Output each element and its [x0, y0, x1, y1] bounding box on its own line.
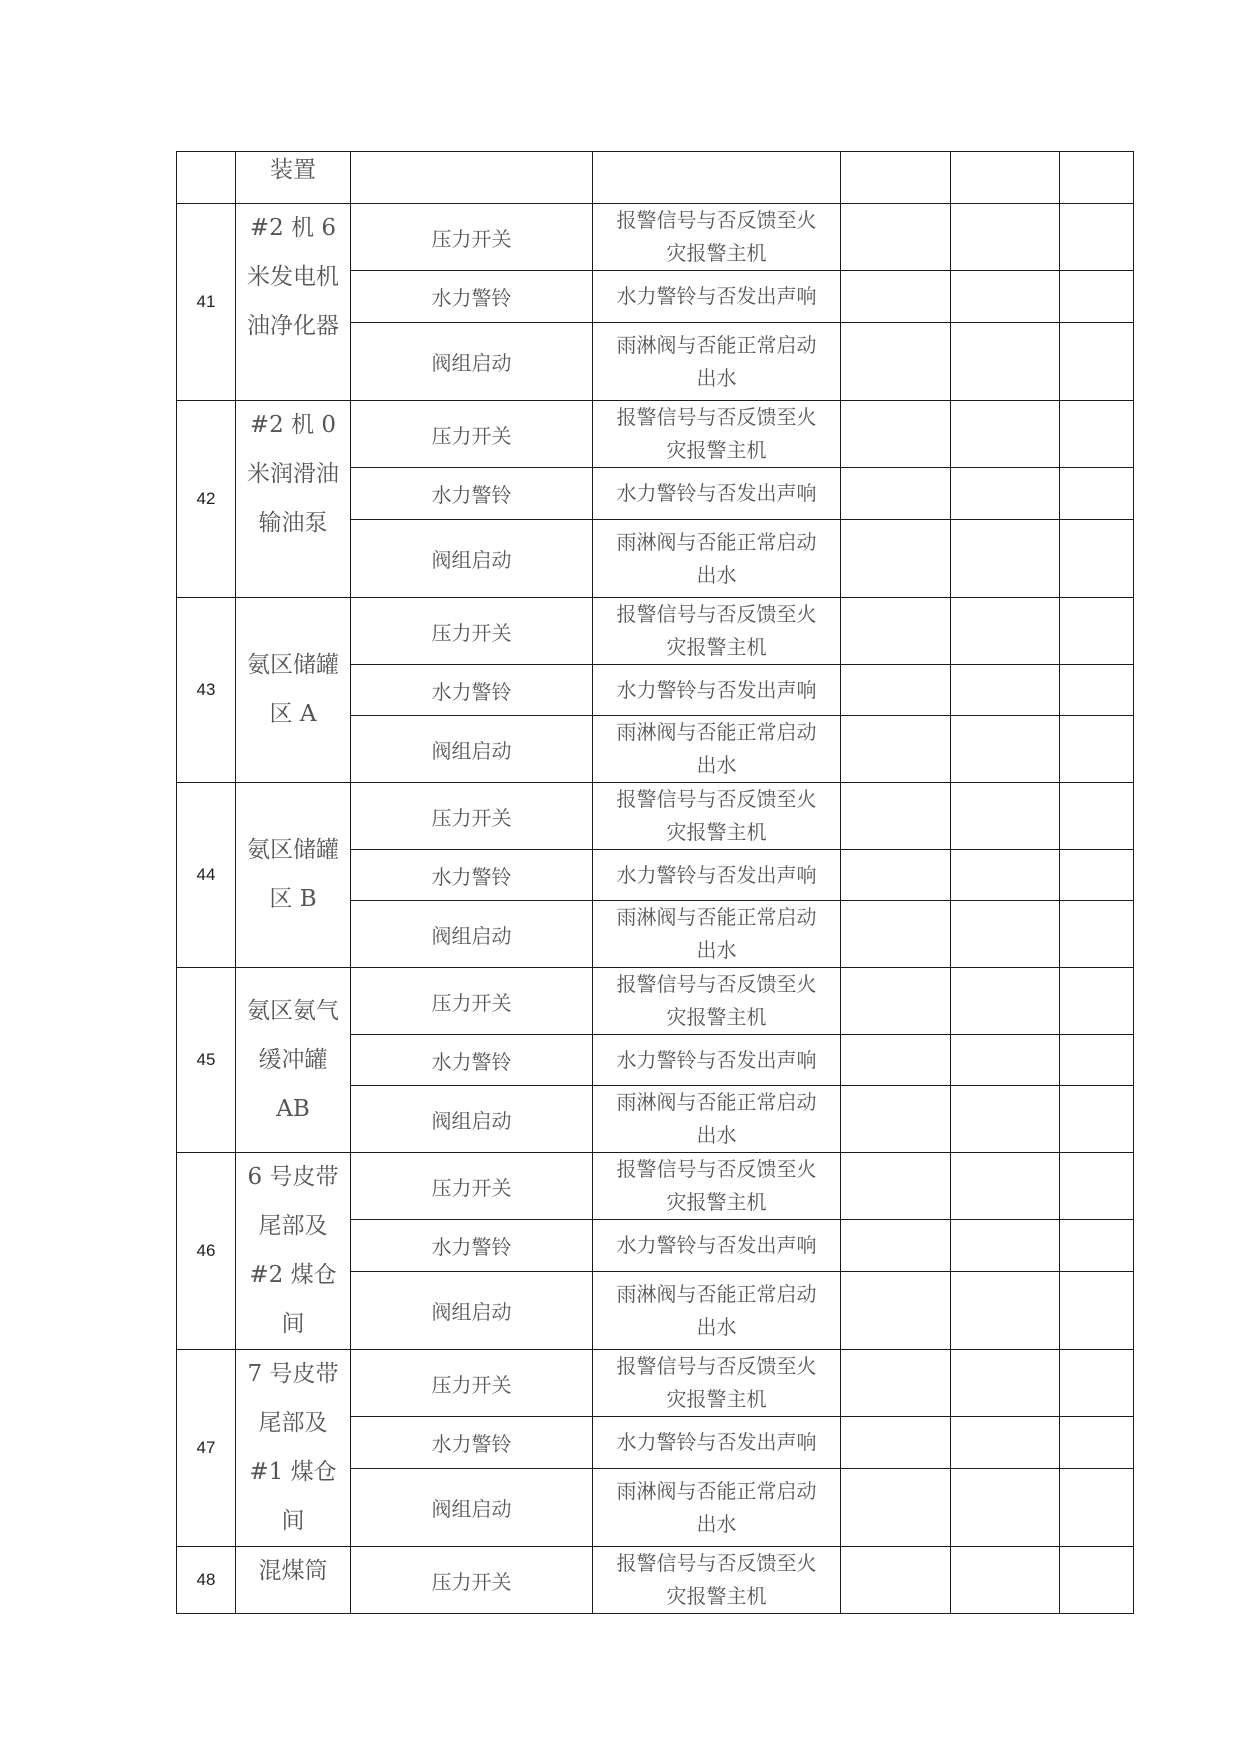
description-text: 水力警铃与否发出声响: [616, 1430, 817, 1454]
blank-cell: [951, 968, 1060, 1035]
item-cell: 水力警铃: [351, 468, 593, 520]
location-cell: [236, 401, 351, 598]
location-cell: [236, 152, 351, 204]
blank-cell: [841, 204, 951, 271]
blank-cell: [951, 783, 1060, 850]
blank-cell: [1060, 1417, 1134, 1469]
blank-cell: [1060, 716, 1134, 783]
description-text: 报警信号与否反馈至火灾报警主机: [616, 602, 817, 659]
description-cell: [593, 323, 841, 401]
description-text: 雨淋阀与否能正常启动出水: [616, 1281, 817, 1339]
item-cell: 阀组启动: [351, 901, 593, 968]
blank-cell: [841, 152, 951, 204]
blank-cell: [841, 468, 951, 520]
blank-cell: [1060, 1220, 1134, 1272]
location-cell: [236, 1547, 351, 1614]
description-cell: [593, 1469, 841, 1547]
blank-cell: [841, 1469, 951, 1547]
description-text: 报警信号与否反馈至火灾报警主机: [616, 1354, 817, 1411]
description-cell: [593, 665, 841, 716]
item-cell: 水力警铃: [351, 1220, 593, 1272]
location-cell: [236, 204, 351, 401]
number-cell: 45: [177, 968, 236, 1153]
blank-cell: [951, 665, 1060, 716]
description-cell: [593, 901, 841, 968]
blank-cell: [841, 783, 951, 850]
blank-cell: [951, 1547, 1060, 1614]
location-text: 氨区氨气缓冲罐 AB: [247, 997, 339, 1122]
description-text: 水力警铃与否发出声响: [616, 862, 817, 887]
table-row-continuation: [177, 152, 1134, 204]
table-row: [177, 783, 1134, 850]
blank-cell: [1060, 323, 1134, 401]
blank-cell: [841, 716, 951, 783]
item-cell: 水力警铃: [351, 271, 593, 323]
blank-cell: [951, 401, 1060, 468]
blank-cell: [1060, 1035, 1134, 1086]
item-cell: 压力开关: [351, 968, 593, 1035]
blank-cell: [951, 1350, 1060, 1417]
blank-cell: [951, 1417, 1060, 1469]
table-row: [177, 1547, 1134, 1614]
blank-cell: [1060, 520, 1134, 598]
item-cell: 压力开关: [351, 783, 593, 850]
description-text: 报警信号与否反馈至火灾报警主机: [616, 787, 817, 844]
description-text: 雨淋阀与否能正常启动出水: [616, 1090, 817, 1147]
blank-cell: [951, 204, 1060, 271]
blank-cell: [1060, 1350, 1134, 1417]
item-cell: 阀组启动: [351, 1272, 593, 1350]
table-row: [177, 598, 1134, 665]
description-cell: [593, 783, 841, 850]
location-text: 装置: [270, 157, 316, 183]
table-row: [177, 204, 1134, 271]
item-cell: 阀组启动: [351, 1086, 593, 1153]
blank-cell: [951, 271, 1060, 323]
blank-cell: [1060, 901, 1134, 968]
description-cell: [593, 1547, 841, 1614]
description-text: 雨淋阀与否能正常启动出水: [616, 529, 817, 587]
description-cell: [593, 271, 841, 323]
blank-cell: [951, 1086, 1060, 1153]
number-cell: 48: [177, 1547, 236, 1614]
blank-cell: [1060, 1086, 1134, 1153]
inspection-table: [176, 151, 1134, 1614]
item-cell: 阀组启动: [351, 716, 593, 783]
blank-cell: [1060, 598, 1134, 665]
description-text: 水力警铃与否发出声响: [616, 1233, 817, 1257]
description-text: 报警信号与否反馈至火灾报警主机: [616, 405, 817, 462]
blank-cell: [1060, 665, 1134, 716]
description-cell: [593, 520, 841, 598]
location-text: 氨区储罐区 B: [247, 837, 339, 912]
blank-cell: [841, 850, 951, 901]
blank-cell: [841, 1220, 951, 1272]
blank-cell: [1060, 850, 1134, 901]
location-text: #2 机 0 米润滑油输油泵: [247, 412, 339, 536]
blank-cell: [841, 1035, 951, 1086]
description-text: 水力警铃与否发出声响: [616, 481, 817, 505]
description-text: 报警信号与否反馈至火灾报警主机: [616, 208, 817, 265]
blank-cell: [1060, 271, 1134, 323]
description-text: 报警信号与否反馈至火灾报警主机: [616, 1551, 817, 1608]
blank-cell: [841, 901, 951, 968]
table-row: [177, 1350, 1134, 1417]
description-cell: [593, 204, 841, 271]
number-cell: 42: [177, 401, 236, 598]
blank-cell: [841, 1086, 951, 1153]
blank-cell: [1060, 1272, 1134, 1350]
blank-cell: [841, 1417, 951, 1469]
item-cell: 压力开关: [351, 1350, 593, 1417]
location-cell: [236, 968, 351, 1153]
blank-cell: [841, 401, 951, 468]
blank-cell: [1060, 401, 1134, 468]
description-text: 水力警铃与否发出声响: [616, 284, 817, 308]
blank-cell: [841, 968, 951, 1035]
description-cell: [593, 1220, 841, 1272]
location-text: 氨区储罐区 A: [247, 652, 339, 727]
item-cell: 压力开关: [351, 598, 593, 665]
blank-cell: [951, 520, 1060, 598]
number-cell: [177, 152, 236, 204]
description-cell: [593, 716, 841, 783]
description-text: 报警信号与否反馈至火灾报警主机: [616, 972, 817, 1029]
description-cell: [593, 1153, 841, 1220]
blank-cell: [841, 598, 951, 665]
blank-cell: [1060, 204, 1134, 271]
blank-cell: [951, 1272, 1060, 1350]
description-cell: [593, 468, 841, 520]
item-cell: 阀组启动: [351, 520, 593, 598]
item-cell: 阀组启动: [351, 323, 593, 401]
description-text: 雨淋阀与否能正常启动出水: [616, 1478, 817, 1536]
blank-cell: [1060, 1153, 1134, 1220]
number-cell: 44: [177, 783, 236, 968]
blank-cell: [1060, 152, 1134, 204]
blank-cell: [1060, 783, 1134, 850]
number-cell: 46: [177, 1153, 236, 1350]
blank-cell: [951, 716, 1060, 783]
blank-cell: [951, 323, 1060, 401]
item-cell: [351, 152, 593, 204]
blank-cell: [841, 323, 951, 401]
description-text: 雨淋阀与否能正常启动出水: [616, 905, 817, 962]
blank-cell: [841, 271, 951, 323]
number-cell: 41: [177, 204, 236, 401]
item-cell: 压力开关: [351, 1547, 593, 1614]
description-cell: [593, 401, 841, 468]
location-cell: [236, 783, 351, 968]
item-cell: 压力开关: [351, 401, 593, 468]
item-cell: 阀组启动: [351, 1469, 593, 1547]
blank-cell: [841, 1350, 951, 1417]
location-cell: [236, 1350, 351, 1547]
table-body: [177, 152, 1134, 1614]
blank-cell: [841, 1153, 951, 1220]
location-text: #2 机 6 米发电机油净化器: [247, 215, 339, 339]
item-cell: 水力警铃: [351, 1417, 593, 1469]
item-cell: 水力警铃: [351, 850, 593, 901]
description-text: 雨淋阀与否能正常启动出水: [616, 720, 817, 777]
number-cell: 43: [177, 598, 236, 783]
blank-cell: [1060, 1547, 1134, 1614]
table-row: [177, 401, 1134, 468]
description-cell: [593, 850, 841, 901]
number-cell: 47: [177, 1350, 236, 1547]
description-text: 水力警铃与否发出声响: [616, 677, 817, 702]
description-cell: [593, 1417, 841, 1469]
blank-cell: [951, 1220, 1060, 1272]
description-cell: [593, 152, 841, 204]
description-cell: [593, 1272, 841, 1350]
table-row: [177, 1153, 1134, 1220]
description-text: 报警信号与否反馈至火灾报警主机: [616, 1157, 817, 1214]
description-cell: [593, 1086, 841, 1153]
blank-cell: [841, 665, 951, 716]
blank-cell: [951, 468, 1060, 520]
blank-cell: [951, 1153, 1060, 1220]
location-text: 混煤筒: [258, 1558, 328, 1584]
description-cell: [593, 1035, 841, 1086]
location-text: 7 号皮带尾部及#1 煤仓间: [247, 1361, 339, 1534]
blank-cell: [841, 520, 951, 598]
description-text: 雨淋阀与否能正常启动出水: [616, 332, 817, 390]
item-cell: 水力警铃: [351, 665, 593, 716]
blank-cell: [1060, 468, 1134, 520]
blank-cell: [951, 598, 1060, 665]
blank-cell: [1060, 1469, 1134, 1547]
item-cell: 压力开关: [351, 204, 593, 271]
blank-cell: [951, 152, 1060, 204]
location-cell: [236, 598, 351, 783]
description-text: 水力警铃与否发出声响: [616, 1047, 817, 1072]
blank-cell: [841, 1272, 951, 1350]
table-row: [177, 968, 1134, 1035]
blank-cell: [841, 1547, 951, 1614]
description-cell: [593, 968, 841, 1035]
blank-cell: [951, 850, 1060, 901]
description-cell: [593, 598, 841, 665]
blank-cell: [951, 1035, 1060, 1086]
item-cell: 水力警铃: [351, 1035, 593, 1086]
description-cell: [593, 1350, 841, 1417]
blank-cell: [1060, 968, 1134, 1035]
blank-cell: [951, 1469, 1060, 1547]
blank-cell: [951, 901, 1060, 968]
location-text: 6 号皮带尾部及#2 煤仓间: [247, 1164, 339, 1337]
item-cell: 压力开关: [351, 1153, 593, 1220]
location-cell: [236, 1153, 351, 1350]
